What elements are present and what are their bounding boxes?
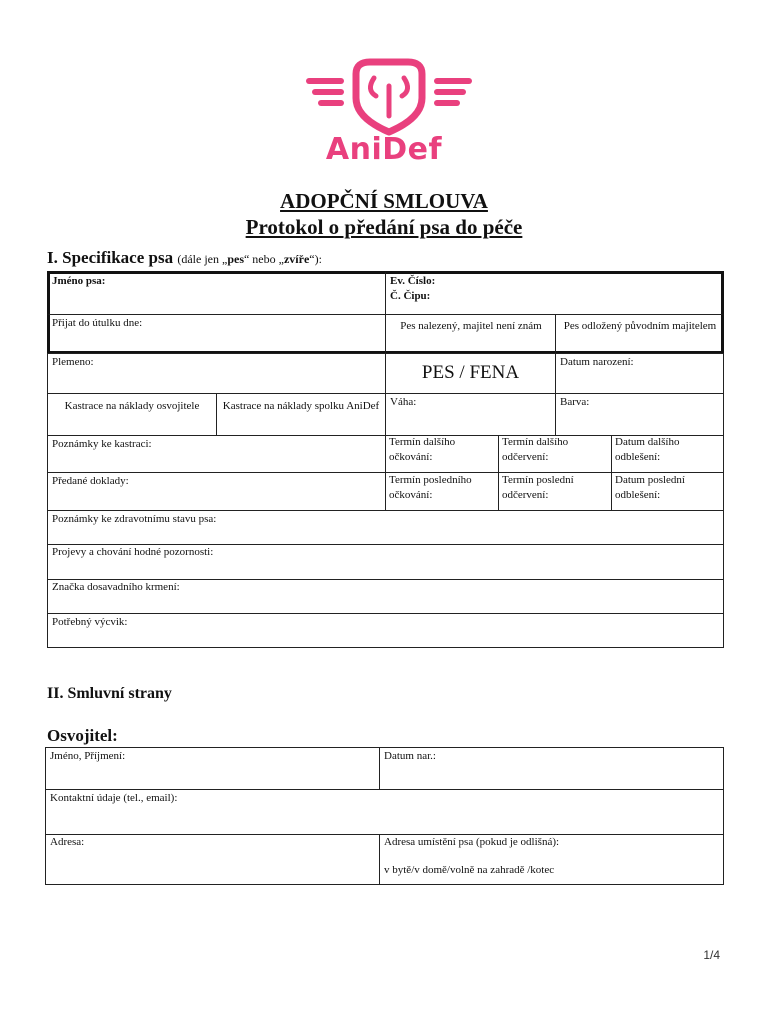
label-vaha: Váha: xyxy=(390,396,417,408)
cell-ev-cislo[interactable] xyxy=(385,271,724,315)
label-adresa-umisteni: Adresa umístění psa (pokud je odlišná): xyxy=(384,836,560,848)
label-ev-cislo: Ev. Číslo: xyxy=(390,275,436,287)
section-1-heading: I. Specifikace psa (dále jen „pes“ nebo „zvíře“): xyxy=(47,248,322,267)
label-adresa: Adresa: xyxy=(50,836,85,848)
label-datum-narozeni: Datum narození: xyxy=(560,356,634,368)
label-vycvik: Potřebný výcvik: xyxy=(52,616,128,628)
label-datum-odbleseni: Datum dalšího odblešení: xyxy=(615,436,680,464)
label-jmeno-psa: Jméno psa: xyxy=(52,275,106,287)
label-krmeni: Značka dosavadního krmení: xyxy=(52,581,180,593)
label-posl-odbleseni: Datum poslední odblešení: xyxy=(615,474,685,502)
label-pes-odlozeny: Pes odložený původním majitelem xyxy=(563,320,717,332)
label-umisteni-moznosti: v bytě/v domě/volně na zahradě /kotec xyxy=(384,864,555,876)
label-pes-nalezeny: Pes nalezený, majitel není znám xyxy=(400,320,542,332)
brand-name: AniDef xyxy=(325,132,443,167)
label-c-cipu: Č. Čipu: xyxy=(390,290,431,302)
page-number: 1/4 xyxy=(703,948,720,962)
label-poznamky-kastrace: Poznámky ke kastraci: xyxy=(52,438,152,450)
label-prijat: Přijat do útulku dne: xyxy=(52,317,143,329)
label-datum-nar: Datum nar.: xyxy=(384,750,436,762)
cell-vycvik[interactable] xyxy=(47,613,724,648)
label-posl-ockovani: Termín posledního očkování: xyxy=(389,474,472,502)
label-kastrace-spolku: Kastrace na náklady spolku AniDef xyxy=(222,400,380,412)
label-plemeno: Plemeno: xyxy=(52,356,94,368)
label-predane-doklady: Předané doklady: xyxy=(52,475,129,487)
document-title: ADOPČNÍ SMLOUVA xyxy=(280,189,488,213)
label-projevy: Projevy a chování hodné pozornosti: xyxy=(52,546,214,558)
section-2-heading: II. Smluvní strany xyxy=(47,685,172,702)
label-posl-odcerveni: Termín poslední odčervení: xyxy=(502,474,574,502)
label-kastrace-osvojitele: Kastrace na náklady osvojitele xyxy=(64,400,200,412)
label-kontakt: Kontaktní údaje (tel., email): xyxy=(50,792,178,804)
label-pes-fena: PES / FENA xyxy=(421,362,520,383)
label-barva: Barva: xyxy=(560,396,590,408)
osvojitel-heading: Osvojitel: xyxy=(47,726,118,745)
section-1-note: (dále jen „pes“ nebo „zvíře“): xyxy=(177,252,322,266)
label-termin-ockovani: Termín dalšího očkování: xyxy=(389,436,456,464)
label-termin-odcerveni: Termín dalšího odčervení: xyxy=(502,436,569,464)
document-subtitle: Protokol o předání psa do péče xyxy=(245,215,523,239)
label-jmeno-prijmeni: Jméno, Příjmení: xyxy=(50,750,126,762)
label-zdravotni-stav: Poznámky ke zdravotnímu stavu psa: xyxy=(52,513,217,525)
cell-plemeno[interactable] xyxy=(47,353,386,394)
cell-adresa[interactable] xyxy=(45,834,380,885)
